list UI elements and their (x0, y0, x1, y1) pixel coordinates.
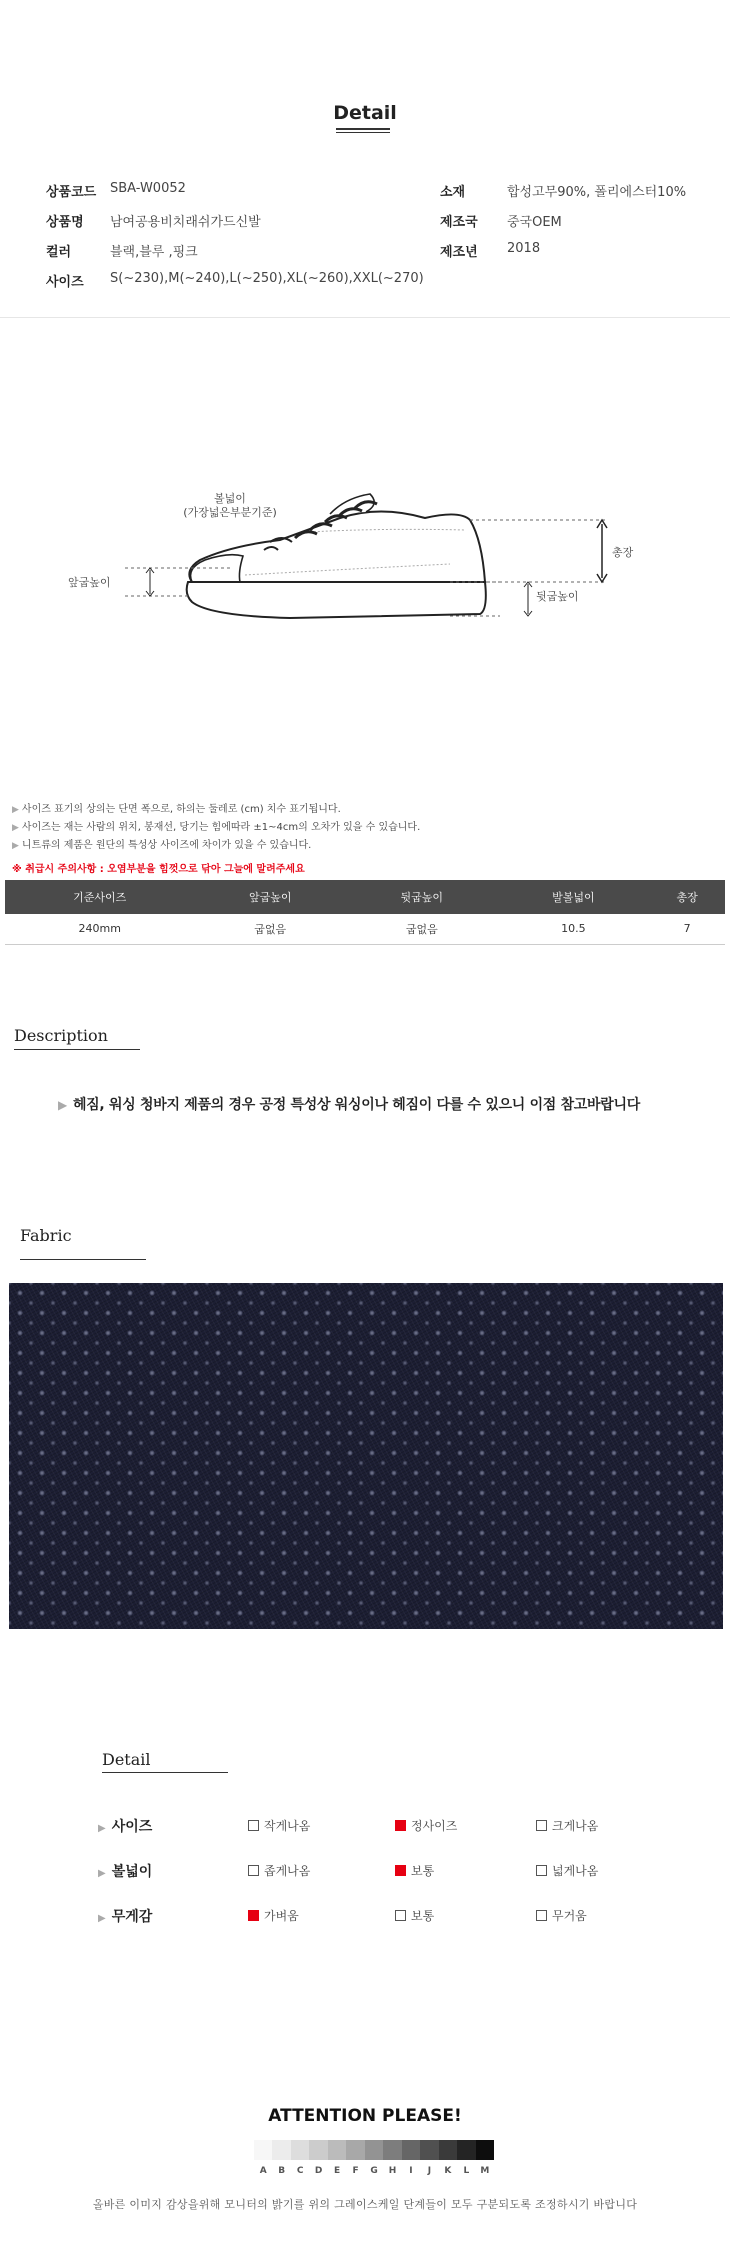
care-warning: ※ 취급시 주의사항 : 오염부분을 힘껏으로 닦아 그늘에 말려주세요 (12, 864, 305, 875)
size-table-header: 발볼넓이 (498, 880, 650, 914)
spec-value-country: 중국OEM (507, 215, 562, 230)
monitor-note: 올바른 이미지 감상을위해 모니터의 밝기를 위의 그레이스케일 단계들이 모두 구분되도록 조정하시기 바랍니다 (92, 2198, 638, 2211)
description-underline (14, 1049, 140, 1050)
grayscale-bar (254, 2140, 494, 2160)
shoe-sole (187, 582, 486, 618)
spec-value-year: 2018 (507, 241, 541, 256)
grayscale-swatch (365, 2140, 383, 2160)
title-underline (336, 128, 390, 133)
grayscale-letter: E (334, 2166, 341, 2176)
grayscale-letter: L (463, 2166, 470, 2176)
triangle-icon: ▶ (12, 841, 19, 851)
size-table-header: 총장 (649, 880, 725, 914)
size-table-cell: 굽없음 (346, 914, 498, 944)
triangle-icon: ▶ (98, 1913, 106, 1924)
grayscale-swatch (291, 2140, 309, 2160)
grayscale-letter: J (427, 2166, 432, 2176)
size-table-header: 앞굽높이 (194, 880, 346, 914)
option-narrow: 좁게나옴 (248, 1862, 310, 1879)
checkbox-checked-icon (395, 1820, 406, 1831)
triangle-icon: ▶ (98, 1868, 106, 1879)
size-table-cell: 굽없음 (194, 914, 346, 944)
spec-label-year: 제조년 (440, 245, 478, 260)
shoe-measurement-diagram (68, 470, 680, 650)
grayscale-swatch (346, 2140, 364, 2160)
page-title: Detail (333, 102, 397, 124)
triangle-icon: ▶ (98, 1823, 106, 1834)
size-table-header: 뒷굽높이 (346, 880, 498, 914)
note-item: ▶ 니트류의 제품은 원단의 특성상 사이즈에 차이가 있을 수 있습니다. (12, 840, 312, 851)
spec-value-color: 블랙,블루 ,핑크 (110, 245, 198, 260)
spec-value-material: 합성고무90%, 폴리에스터10% (507, 185, 687, 200)
fabric-title: Fabric (20, 1226, 72, 1245)
grayscale-letter: H (388, 2166, 397, 2176)
option-large: 크게나옴 (536, 1817, 598, 1834)
size-table-cell: 240mm (5, 914, 194, 944)
attention-title: ATTENTION PLEASE! (268, 2106, 462, 2126)
grayscale-letter: D (314, 2166, 323, 2176)
size-table-cell: 10.5 (498, 914, 650, 944)
checkbox-icon (536, 1910, 547, 1921)
label-total-height: 총장 (612, 546, 634, 559)
description-text: ▶ 헤짐, 워싱 청바지 제품의 경우 공정 특성상 워싱이나 헤짐이 다를 수 있으니 이점 참고바랍니다 (58, 1097, 640, 1113)
shoe-tongue (330, 494, 374, 514)
checkbox-checked-icon (248, 1910, 259, 1921)
checkbox-icon (248, 1820, 259, 1831)
spec-label-material: 소재 (440, 185, 466, 200)
spec-value-size: S(~230),M(~240),L(~250),XL(~260),XXL(~270) (110, 271, 424, 286)
fabric-texture-image (9, 1283, 723, 1629)
grayscale-letter: A (259, 2166, 267, 2176)
grayscale-letter: F (352, 2166, 359, 2176)
detail-label-width: ▶ 볼넓이 (98, 1864, 153, 1880)
grayscale-letter: K (444, 2166, 452, 2176)
detail-underline (102, 1772, 228, 1773)
label-front-height: 앞굽높이 (68, 576, 111, 589)
spec-label-name: 상품명 (46, 215, 84, 230)
checkbox-icon (248, 1865, 259, 1876)
grayscale-letter: I (409, 2166, 413, 2176)
grayscale-swatch (272, 2140, 290, 2160)
grayscale-swatch (383, 2140, 401, 2160)
option-light: 가벼움 (248, 1907, 299, 1924)
grayscale-letter: G (370, 2166, 378, 2176)
checkbox-icon (536, 1820, 547, 1831)
grayscale-letters (254, 2166, 494, 2176)
label-ball-width-note: (가장넓은부분기준) (183, 506, 277, 519)
description-title: Description (14, 1026, 108, 1045)
note-item: ▶ 사이즈는 재는 사람의 위치, 봉재선, 당기는 힘에따라 ±1~4cm의 오차가 있을 수 있습니다. (12, 822, 421, 833)
grayscale-swatch (476, 2140, 494, 2160)
spec-label-code: 상품코드 (46, 185, 97, 200)
option-small: 작게나옴 (248, 1817, 310, 1834)
label-back-height: 뒷굽높이 (536, 590, 579, 603)
option-true-size: 정사이즈 (395, 1817, 457, 1834)
detail-label-weight: ▶ 무게감 (98, 1909, 153, 1925)
option-normal-weight: 보통 (395, 1907, 434, 1924)
spec-value-code: SBA-W0052 (110, 181, 186, 196)
spec-label-size: 사이즈 (46, 275, 84, 290)
spec-value-name: 남여공용비치래쉬가드신발 (110, 215, 261, 230)
grayscale-swatch (254, 2140, 272, 2160)
divider (0, 317, 730, 318)
triangle-icon: ▶ (12, 823, 19, 833)
grayscale-letter: C (296, 2166, 304, 2176)
triangle-icon: ▶ (12, 805, 19, 815)
triangle-icon: ▶ (58, 1098, 67, 1112)
detail-label-size: ▶ 사이즈 (98, 1819, 153, 1835)
checkbox-checked-icon (395, 1865, 406, 1876)
option-wide: 넓게나옴 (536, 1862, 598, 1879)
size-table-header: 기준사이즈 (5, 880, 194, 914)
table-row (5, 914, 725, 944)
grayscale-swatch (328, 2140, 346, 2160)
detail-title: Detail (102, 1750, 151, 1769)
grayscale-swatch (420, 2140, 438, 2160)
note-item: ▶ 사이즈 표기의 상의는 단면 폭으로, 하의는 둘레로 (cm) 치수 표기됩니다. (12, 804, 341, 815)
grayscale-letter: B (278, 2166, 286, 2176)
shoe-upper (189, 512, 485, 583)
spec-label-color: 컬러 (46, 245, 72, 260)
spec-label-country: 제조국 (440, 215, 478, 230)
grayscale-swatch (439, 2140, 457, 2160)
grayscale-swatch (402, 2140, 420, 2160)
size-table-cell: 7 (649, 914, 725, 944)
grayscale-swatch (309, 2140, 327, 2160)
grayscale-letter: M (480, 2166, 490, 2176)
fabric-underline (20, 1259, 146, 1260)
option-heavy: 무거움 (536, 1907, 587, 1924)
grayscale-swatch (457, 2140, 475, 2160)
checkbox-icon (395, 1910, 406, 1921)
option-normal-width: 보통 (395, 1862, 434, 1879)
size-table (5, 880, 725, 945)
checkbox-icon (536, 1865, 547, 1876)
label-ball-width: 볼넓이 (214, 492, 246, 505)
